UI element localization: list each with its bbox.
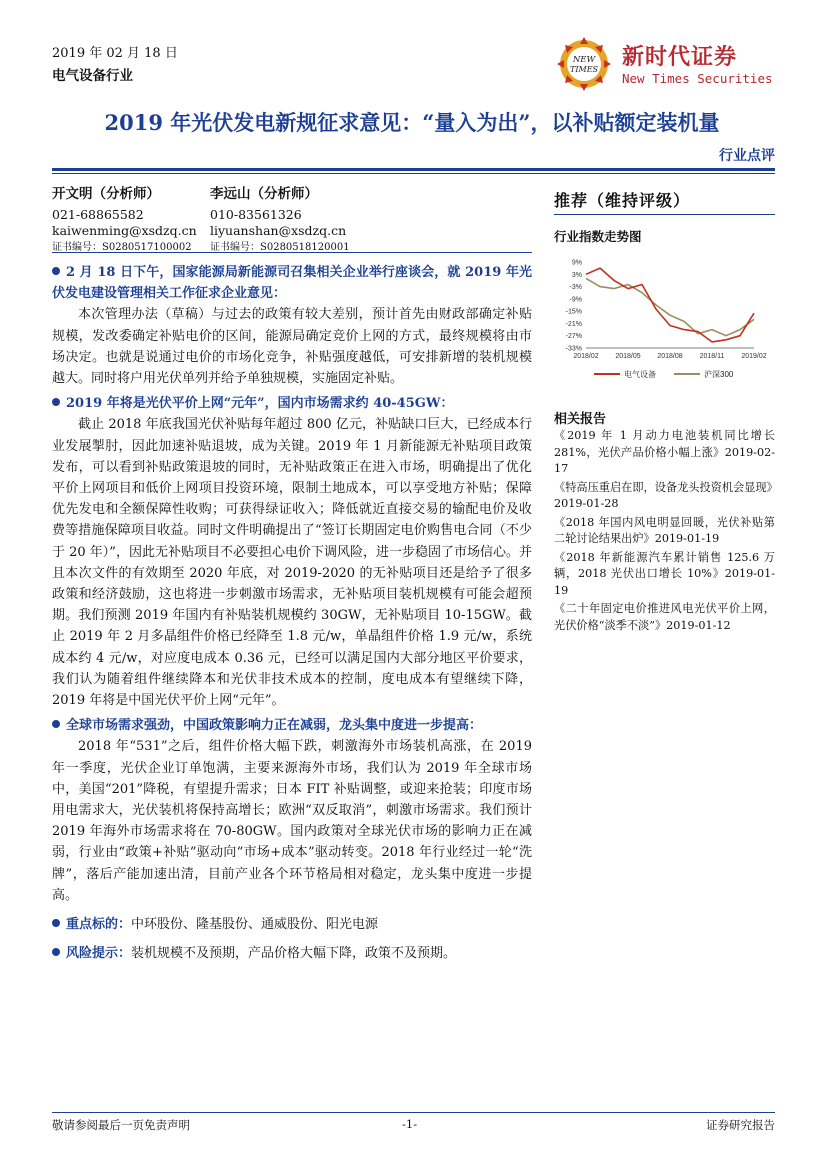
related-report[interactable]: 《2019 年 1 月动力电池装机同比增长 281%，光伏产品价格小幅上涨》2019-02-17	[554, 429, 775, 475]
report-title: 2019 年光伏发电新规征求意见：“量入为出”，以补贴额定装机量	[104, 110, 720, 135]
related-report[interactable]: 《二十年固定电价推进风电光伏平价上网，光伏价格“淡季不淡”》2019-01-12	[554, 602, 775, 632]
series-line-benchmark	[586, 278, 754, 335]
section-body: 截止 2018 年底我国光伏补贴每年超过 800 亿元，补贴缺口巨大，已经成本行业发展掣肘，因此加速补贴退坡，成为关键。2019 年 1 月新能源无补贴项目政策发布，可以看到补贴政策退坡的同时，无补贴政策正在进入市场，明确提出了优化平价上网项目和低价上网项目投资环境，限制土地成本，可以享受地方补贴；保障优先发电和全额保障性收购；可获得绿证收入；降低就近直接交易的输配电价及收费等措施保障项目收益。同时文件明确提出了“签订长期固定电价购售电合同（不少于 20 年）”，因此无补贴项目不必要担心电价下调风险，进一步稳固了市场信心。并且本次文件的有效期至 2020 年底，对 2019-2020 的无补贴项目还是给予了很多政策和经济鼓励，这也将进一步刺激市场需求，无补贴项目装机规模有可能会超预期。我们预测 2019 年国内有补贴装机规模约 30GW，无补贴项目 10-15GW。截止 2019 年 2 月多晶组件价格已经降至 1.8 元/w，单晶组件价格 1.9 元/w，系统成本约 4 元/w，对应度电成本 0.36 元，已经可以满足国内大部分地区平价要求，我们认为随着组件继续降本和光伏非技术成本的控制，度电成本有望继续下降，2019 年将是中国光伏平价上网“元年”。	[52, 417, 532, 709]
bullet-icon	[52, 948, 60, 956]
analyst-name: 李远山（分析师）	[210, 186, 318, 202]
legend-label: 电气设备	[624, 370, 656, 379]
bullet-icon	[52, 267, 60, 275]
x-tick-label: 2019/02	[741, 353, 767, 360]
bullet-icon	[52, 720, 60, 728]
related-report[interactable]: 《2018 年新能源汽车累计销售 125.6 万辆，2018 光伏出口增长 10%》2019-01-19	[554, 550, 775, 597]
company-logo	[556, 36, 786, 92]
focus-stocks-text: 中环股份、隆基股份、通威股份、阳光电源	[131, 917, 379, 933]
analyst-card	[52, 186, 197, 256]
footer-report-label: 证券研究报告	[706, 1118, 775, 1132]
y-tick-label: -15%	[565, 308, 582, 316]
analyst-divider	[52, 252, 532, 253]
industry-label: 电气设备行业	[52, 68, 133, 84]
footer-rule	[52, 1112, 775, 1113]
analyst-card	[210, 186, 350, 256]
x-tick-label: 2018/02	[573, 353, 599, 360]
x-tick-label: 2018/05	[615, 353, 641, 360]
related-reports-title: 相关报告	[554, 412, 607, 427]
y-tick-label: -3%	[569, 284, 582, 292]
analyst-email[interactable]: liyuanshan@xsdzq.cn	[210, 223, 347, 238]
main-content	[52, 258, 532, 965]
section-heading: 全球市场需求强劲，中国政策影响力正在减弱，龙头集中度进一步提高：	[52, 715, 532, 736]
related-reports-list	[554, 428, 778, 636]
bullet-icon	[52, 919, 60, 927]
y-tick-label: -9%	[569, 296, 582, 304]
header-rule-thin	[52, 173, 775, 174]
x-tick-label: 2018/08	[657, 353, 683, 360]
legend-label: 沪深300	[704, 370, 734, 379]
y-tick-label: 3%	[571, 271, 582, 279]
rating-divider	[554, 214, 775, 215]
y-tick-label: -21%	[565, 320, 582, 328]
section-heading: 2019 年将是光伏平价上网“元年”，国内市场需求约 40-45GW：	[52, 393, 532, 414]
report-date: 2019 年 02 月 18 日	[52, 46, 178, 61]
section-heading: 2 月 18 日下午，国家能源局新能源司召集相关企业举行座谈会，就 2019 年光伏发电建设管理相关工作征求企业意见：	[52, 265, 532, 302]
analyst-license: 证书编号：S0280517100002	[52, 241, 192, 253]
logo-mark-icon	[556, 36, 612, 92]
svg-text:TIMES: TIMES	[569, 65, 599, 74]
x-tick-label: 2018/11	[699, 353, 725, 360]
related-report[interactable]: 《特高压重启在即，设备龙头投资机会显现》2019-01-28	[554, 480, 778, 510]
footer-disclaimer[interactable]: 敬请参阅最后一页免责声明	[52, 1118, 190, 1132]
section-body: 本次管理办法（草稿）与过去的政策有较大差别，预计首先由财政部确定补贴规模，发改委确定补贴电价的区间，能源局确定竞价上网的方式，最终规模将由市场决定。也就是说通过电价的市场化竞争，补贴强度越低，可安排新增的装机规模越大。同时将户用光伏单列并给予单独规模，实施固定补贴。	[52, 307, 532, 387]
risk-warning: 风险提示：装机规模不及预期，产品价格大幅下降，政策不及预期。	[52, 943, 532, 964]
index-trend-chart	[554, 256, 775, 386]
analyst-phone: 010-83561326	[210, 206, 302, 222]
series-line-industry	[586, 268, 754, 342]
y-tick-label: -27%	[565, 333, 582, 341]
analyst-phone: 021-68865582	[52, 206, 144, 222]
header-rule	[52, 168, 775, 171]
risk-text: 装机规模不及预期，产品价格大幅下降，政策不及预期。	[131, 946, 457, 962]
analyst-license: 证书编号：S0280518120001	[210, 241, 350, 253]
related-report[interactable]: 《2018 年国内风电明显回暖，光伏补贴第二轮讨论结果出炉》2019-01-19	[554, 515, 775, 545]
chart-title: 行业指数走势图	[554, 229, 642, 244]
page-number: -1-	[402, 1117, 418, 1131]
bullet-icon	[52, 398, 60, 406]
report-type: 行业点评	[719, 148, 775, 164]
logo-cn-name: 新时代证券	[622, 44, 738, 70]
analyst-name: 开文明（分析师）	[52, 186, 160, 202]
y-tick-label: 9%	[571, 259, 582, 267]
rating: 推荐（维持评级）	[554, 191, 691, 210]
focus-stocks: 重点标的：中环股份、隆基股份、通威股份、阳光电源	[52, 914, 532, 935]
analyst-email[interactable]: kaiwenming@xsdzq.cn	[52, 223, 197, 238]
y-tick-label: -33%	[565, 345, 582, 353]
svg-text:NEW: NEW	[572, 55, 596, 65]
logo-en-name: New Times Securities	[622, 71, 773, 86]
section-body: 2018 年“531”之后，组件价格大幅下跌，刺激海外市场装机高涨，在 2019 年一季度，光伏企业订单饱满，主要来源海外市场，我们认为 2019 年全球市场中，美国“201”降税，有望提升需求；日本 FIT 补贴调整，或迎来抢装；印度市场用电需求大，光伏装机将保持高增长；欧洲“双反取消”，刺激市场需求。我们预计 2019 年海外市场需求将在 70-80GW。国内政策对全球光伏市场的影响力正在减弱，行业由“政策+补贴”驱动向“市场+成本”驱动转变。2018 年行业经过一轮“洗牌”，落后产能加速出清，目前产业各个环节格局相对稳定，龙头集中度进一步提高。	[52, 739, 532, 903]
